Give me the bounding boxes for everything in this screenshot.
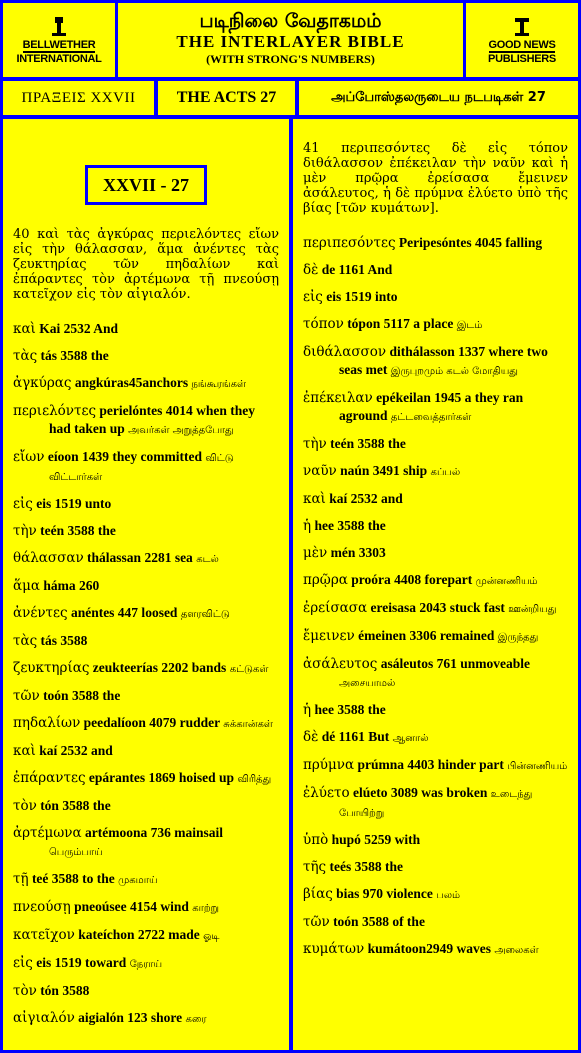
word-entry — [13, 320, 279, 338]
greek-word: τῆς — [303, 859, 327, 875]
greek-word: εἰς — [303, 289, 323, 305]
word-entry — [13, 898, 279, 917]
word-entry — [303, 913, 568, 931]
tamil-gloss: அவர்கள் அறுத்தபோது — [128, 425, 234, 436]
right-column — [293, 119, 578, 1050]
word-entry — [13, 824, 279, 861]
tamil-gloss: நேராய் — [129, 959, 163, 970]
word-entry — [303, 435, 568, 453]
good-news-logo-text: GOOD NEWS PUBLISHERS — [488, 39, 556, 65]
word-entry — [303, 627, 568, 646]
left-word-list — [13, 320, 279, 1028]
bellwether-mark-icon — [48, 15, 70, 37]
word-entry — [303, 885, 568, 904]
greek-word: ἀγκύρας — [13, 375, 72, 391]
greek-word: τῶν — [303, 914, 330, 930]
word-entry — [13, 577, 279, 595]
transliteration-gloss: prúmna 4403 hinder part — [357, 757, 504, 772]
greek-word: τῶν — [13, 688, 40, 704]
title-english: THE INTERLAYER BIBLE — [176, 32, 405, 51]
transliteration-gloss: toón 3588 of the — [333, 914, 425, 929]
title-block — [118, 3, 463, 77]
greek-word: καὶ — [303, 491, 326, 507]
word-entry — [303, 261, 568, 279]
right-word-list — [303, 234, 568, 959]
greek-word: ἀρτέμωνα — [13, 825, 82, 841]
transliteration-gloss: tás 3588 the — [40, 348, 109, 363]
bellwether-logo-text: BELLWETHER INTERNATIONAL — [16, 39, 102, 65]
greek-word: ἀνέντες — [13, 605, 68, 621]
greek-word: τὰς — [13, 348, 38, 364]
transliteration-gloss: eis 1519 into — [326, 289, 398, 304]
greek-word: ὑπὸ — [303, 832, 329, 848]
greek-word: αἰγιαλόν — [13, 1010, 75, 1026]
greek-word: δὲ — [303, 262, 319, 278]
transliteration-gloss: Kai 2532 And — [39, 321, 119, 336]
title-subtitle: (WITH STRONG'S NUMBERS) — [206, 52, 375, 66]
greek-word: τὴν — [303, 436, 327, 452]
tamil-gloss: தட்டவைத்தார்கள் — [390, 412, 472, 423]
word-entry — [303, 490, 568, 508]
transliteration-gloss: kateíchon 2722 made — [78, 927, 200, 942]
word-entry — [303, 571, 568, 590]
transliteration-gloss: toón 3588 the — [43, 688, 121, 703]
transliteration-gloss: teé 3588 to the — [31, 871, 115, 886]
transliteration-gloss: peedalíoon 4079 rudder — [83, 715, 220, 730]
word-entry — [13, 687, 279, 705]
greek-word: εἰς — [13, 955, 33, 971]
greek-word: ζευκτηρίας — [13, 660, 90, 676]
tamil-gloss: ஓடி — [203, 931, 220, 942]
word-entry — [13, 714, 279, 733]
greek-word: ἐρείσασα — [303, 600, 368, 616]
word-entry — [303, 701, 568, 719]
transliteration-gloss: zeukteerías 2202 bands — [92, 660, 227, 675]
greek-word: κυμάτων — [303, 941, 365, 957]
transliteration-gloss: mén 3303 — [330, 545, 386, 560]
word-entry — [13, 797, 279, 815]
greek-word: περιπεσόντες — [303, 235, 396, 251]
tamil-gloss: இருந்தது — [497, 632, 539, 643]
transliteration-gloss: angkúras45anchors — [74, 375, 189, 390]
greek-word: δὲ — [303, 729, 319, 745]
transliteration-gloss: Peripesóntes 4045 falling — [398, 235, 543, 250]
transliteration-gloss: perielóntes 4014 when they had taken up — [49, 403, 256, 436]
word-entry — [13, 632, 279, 650]
transliteration-gloss: pneoúsee 4154 wind — [74, 899, 189, 914]
word-entry — [13, 495, 279, 513]
word-entry — [13, 549, 279, 568]
good-news-mark-icon — [511, 15, 533, 37]
transliteration-gloss: elúeto 3089 was broken — [352, 785, 488, 800]
transliteration-gloss: dé 1161 But — [321, 729, 390, 744]
greek-word: ἡ — [303, 702, 312, 718]
tamil-gloss: அசையாமல் — [339, 678, 396, 689]
word-entry — [13, 954, 279, 973]
transliteration-gloss: de 1161 And — [321, 262, 393, 277]
transliteration-gloss: eis 1519 toward — [36, 955, 127, 970]
greek-word: ἡ — [303, 518, 312, 534]
tamil-gloss: விட்டு விட்டார்கள் — [49, 453, 234, 483]
transliteration-gloss: asáleutos 761 unmoveable — [380, 656, 531, 671]
word-entry — [303, 389, 568, 426]
transliteration-gloss: thálassan 2281 sea — [87, 550, 193, 565]
word-entry — [13, 374, 279, 393]
greek-word: εἰς — [13, 496, 33, 512]
transliteration-gloss: hee 3588 the — [314, 518, 386, 533]
word-entry — [303, 756, 568, 775]
tamil-gloss: ஊன்றியது — [508, 604, 557, 615]
greek-word: ἀσάλευτος — [303, 656, 378, 672]
verse-40: 40 καὶ τὰς ἀγκύρας περιελόντες εἴων εἰς τὴν θάλασσαν, ἅμα ἀνέντες τὰς ζευκτηρίας τῶν πηδαλίων καὶ ἐπάραντες τὸν ἀρτέμωνα τῇ πνεούσῃ κατεῖχον εἰς τὸν αἰγιαλόν. — [13, 227, 279, 302]
word-entry — [303, 315, 568, 334]
word-entry — [303, 858, 568, 876]
tamil-gloss: கட்டுகள் — [229, 664, 269, 675]
greek-word: βίας — [303, 886, 333, 902]
tamil-gloss: இடம் — [456, 320, 483, 331]
transliteration-gloss: teén 3588 the — [330, 436, 406, 451]
greek-word: περιελόντες — [13, 403, 97, 419]
greek-word: τὰς — [13, 633, 38, 649]
bellwether-logo — [3, 3, 115, 77]
tamil-gloss: கரை — [185, 1014, 207, 1025]
tamil-gloss: கப்பல் — [430, 467, 461, 478]
greek-word: τὴν — [13, 523, 37, 539]
transliteration-gloss: tás 3588 — [40, 633, 88, 648]
title-tamil: படிநிலை வேதாகமம் — [199, 10, 382, 32]
greek-word: πνεούσῃ — [13, 899, 71, 915]
word-entry — [303, 288, 568, 306]
word-entry — [13, 1009, 279, 1028]
transliteration-gloss: proóra 4408 forepart — [351, 572, 473, 587]
greek-word: μὲν — [303, 545, 328, 561]
transliteration-gloss: eíoon 1439 they committed — [47, 449, 202, 464]
chapter-heading: XXVII - 27 — [85, 165, 207, 205]
transliteration-gloss: émeinen 3306 remained — [358, 628, 495, 643]
word-entry — [303, 784, 568, 822]
greek-word: τῇ — [13, 871, 29, 887]
transliteration-gloss: kumátoon2949 waves — [367, 941, 491, 956]
header-english: THE ACTS 27 — [158, 81, 295, 115]
transliteration-gloss: eis 1519 unto — [36, 496, 112, 511]
word-entry — [13, 604, 279, 623]
greek-word: τὸν — [13, 983, 37, 999]
word-entry — [13, 402, 279, 439]
tamil-gloss: உடைந்து போயிற்று — [339, 789, 533, 819]
tamil-gloss: நங்கூரங்கள் — [191, 379, 247, 390]
transliteration-gloss: teés 3588 the — [329, 859, 403, 874]
greek-word: πρῷρα — [303, 572, 348, 588]
word-entry — [13, 742, 279, 760]
word-entry — [13, 448, 279, 486]
tamil-gloss: தளரவிட்டு — [180, 609, 230, 620]
greek-word: πρύμνα — [303, 757, 355, 773]
transliteration-gloss: háma 260 — [43, 578, 100, 593]
left-column — [3, 119, 289, 1050]
word-entry — [13, 982, 279, 1000]
tamil-gloss: பெரும்பாய் — [49, 847, 103, 858]
tamil-gloss: சுக்கான்கள் — [223, 719, 273, 730]
transliteration-gloss: artémoona 736 mainsail — [85, 825, 223, 840]
greek-word: καὶ — [13, 743, 36, 759]
word-entry — [303, 544, 568, 562]
transliteration-gloss: hupó 5259 with — [331, 832, 421, 847]
transliteration-gloss: dithálasson 1337 where two seas met — [339, 344, 548, 377]
tamil-gloss: காற்று — [192, 903, 220, 914]
greek-word: ἐπέκειλαν — [303, 390, 373, 406]
greek-word: τόπον — [303, 316, 344, 332]
greek-word: διθάλασσον — [303, 344, 387, 360]
word-entry — [303, 234, 568, 252]
transliteration-gloss: hee 3588 the — [314, 702, 386, 717]
tamil-gloss: ஆனால் — [392, 733, 429, 744]
transliteration-gloss: epékeilan 1945 a they ran aground — [339, 390, 524, 423]
tamil-gloss: இருபுறமும் கடல் மோதியது — [390, 366, 518, 377]
word-entry — [13, 926, 279, 945]
tamil-gloss: கடல் — [196, 554, 219, 565]
word-entry — [13, 347, 279, 365]
transliteration-gloss: teén 3588 the — [40, 523, 116, 538]
tamil-gloss: விரித்து — [237, 774, 272, 785]
transliteration-gloss: aigialón 123 shore — [78, 1010, 183, 1025]
transliteration-gloss: epárantes 1869 hoised up — [88, 770, 235, 785]
transliteration-gloss: tón 3588 the — [40, 798, 111, 813]
word-entry — [303, 831, 568, 849]
word-entry — [303, 517, 568, 535]
word-entry — [13, 659, 279, 678]
greek-word: ἐπάραντες — [13, 770, 86, 786]
greek-word: ἔμεινεν — [303, 628, 355, 644]
greek-word: καὶ — [13, 321, 36, 337]
greek-word: ἐλύετο — [303, 785, 350, 801]
word-entry — [303, 728, 568, 747]
greek-word: ναῦν — [303, 463, 337, 479]
greek-word: πηδαλίων — [13, 715, 81, 731]
good-news-logo — [466, 3, 578, 77]
greek-word: ἅμα — [13, 578, 41, 594]
header-tamil: அப்போஸ்தலருடைய நடபடிகள் 27 — [299, 81, 578, 115]
word-entry — [303, 940, 568, 959]
transliteration-gloss: kaí 2532 and — [329, 491, 403, 506]
verse-41: 41 περιπεσόντες δὲ εἰς τόπον διθάλασσον ἐπέκειλαν τὴν ναῦν καὶ ἡ μὲν πρῷρα ἐρείσασα ἔμεινεν ἀσάλευτος, ἡ δὲ πρύμνα ἐλύετο ὑπὸ τῆς βίας [τῶν κυμάτων]. — [303, 141, 568, 216]
word-entry — [303, 599, 568, 618]
transliteration-gloss: anéntes 447 loosed — [70, 605, 178, 620]
tamil-gloss: அலைகள் — [494, 945, 539, 956]
tamil-gloss: முன்னணியம் — [475, 576, 538, 587]
tamil-gloss: முகமாய் — [118, 875, 158, 886]
transliteration-gloss: kaí 2532 and — [39, 743, 113, 758]
greek-word: εἴων — [13, 449, 45, 465]
word-entry — [303, 655, 568, 692]
transliteration-gloss: bias 970 violence — [336, 886, 433, 901]
greek-word: θάλασσαν — [13, 550, 84, 566]
word-entry — [303, 462, 568, 481]
tamil-gloss: பின்னணியம் — [507, 761, 568, 772]
transliteration-gloss: ereisasa 2043 stuck fast — [370, 600, 505, 615]
word-entry — [13, 522, 279, 540]
greek-word: κατεῖχον — [13, 927, 75, 943]
word-entry — [13, 870, 279, 889]
transliteration-gloss: tón 3588 — [40, 983, 90, 998]
greek-word: τὸν — [13, 798, 37, 814]
transliteration-gloss: tópon 5117 a place — [347, 316, 454, 331]
transliteration-gloss: naún 3491 ship — [340, 463, 428, 478]
tamil-gloss: பலம் — [436, 890, 461, 901]
word-entry — [13, 769, 279, 788]
word-entry — [303, 343, 568, 380]
header-greek: ΠΡΑΞΕΙΣ XXVII — [3, 81, 154, 115]
